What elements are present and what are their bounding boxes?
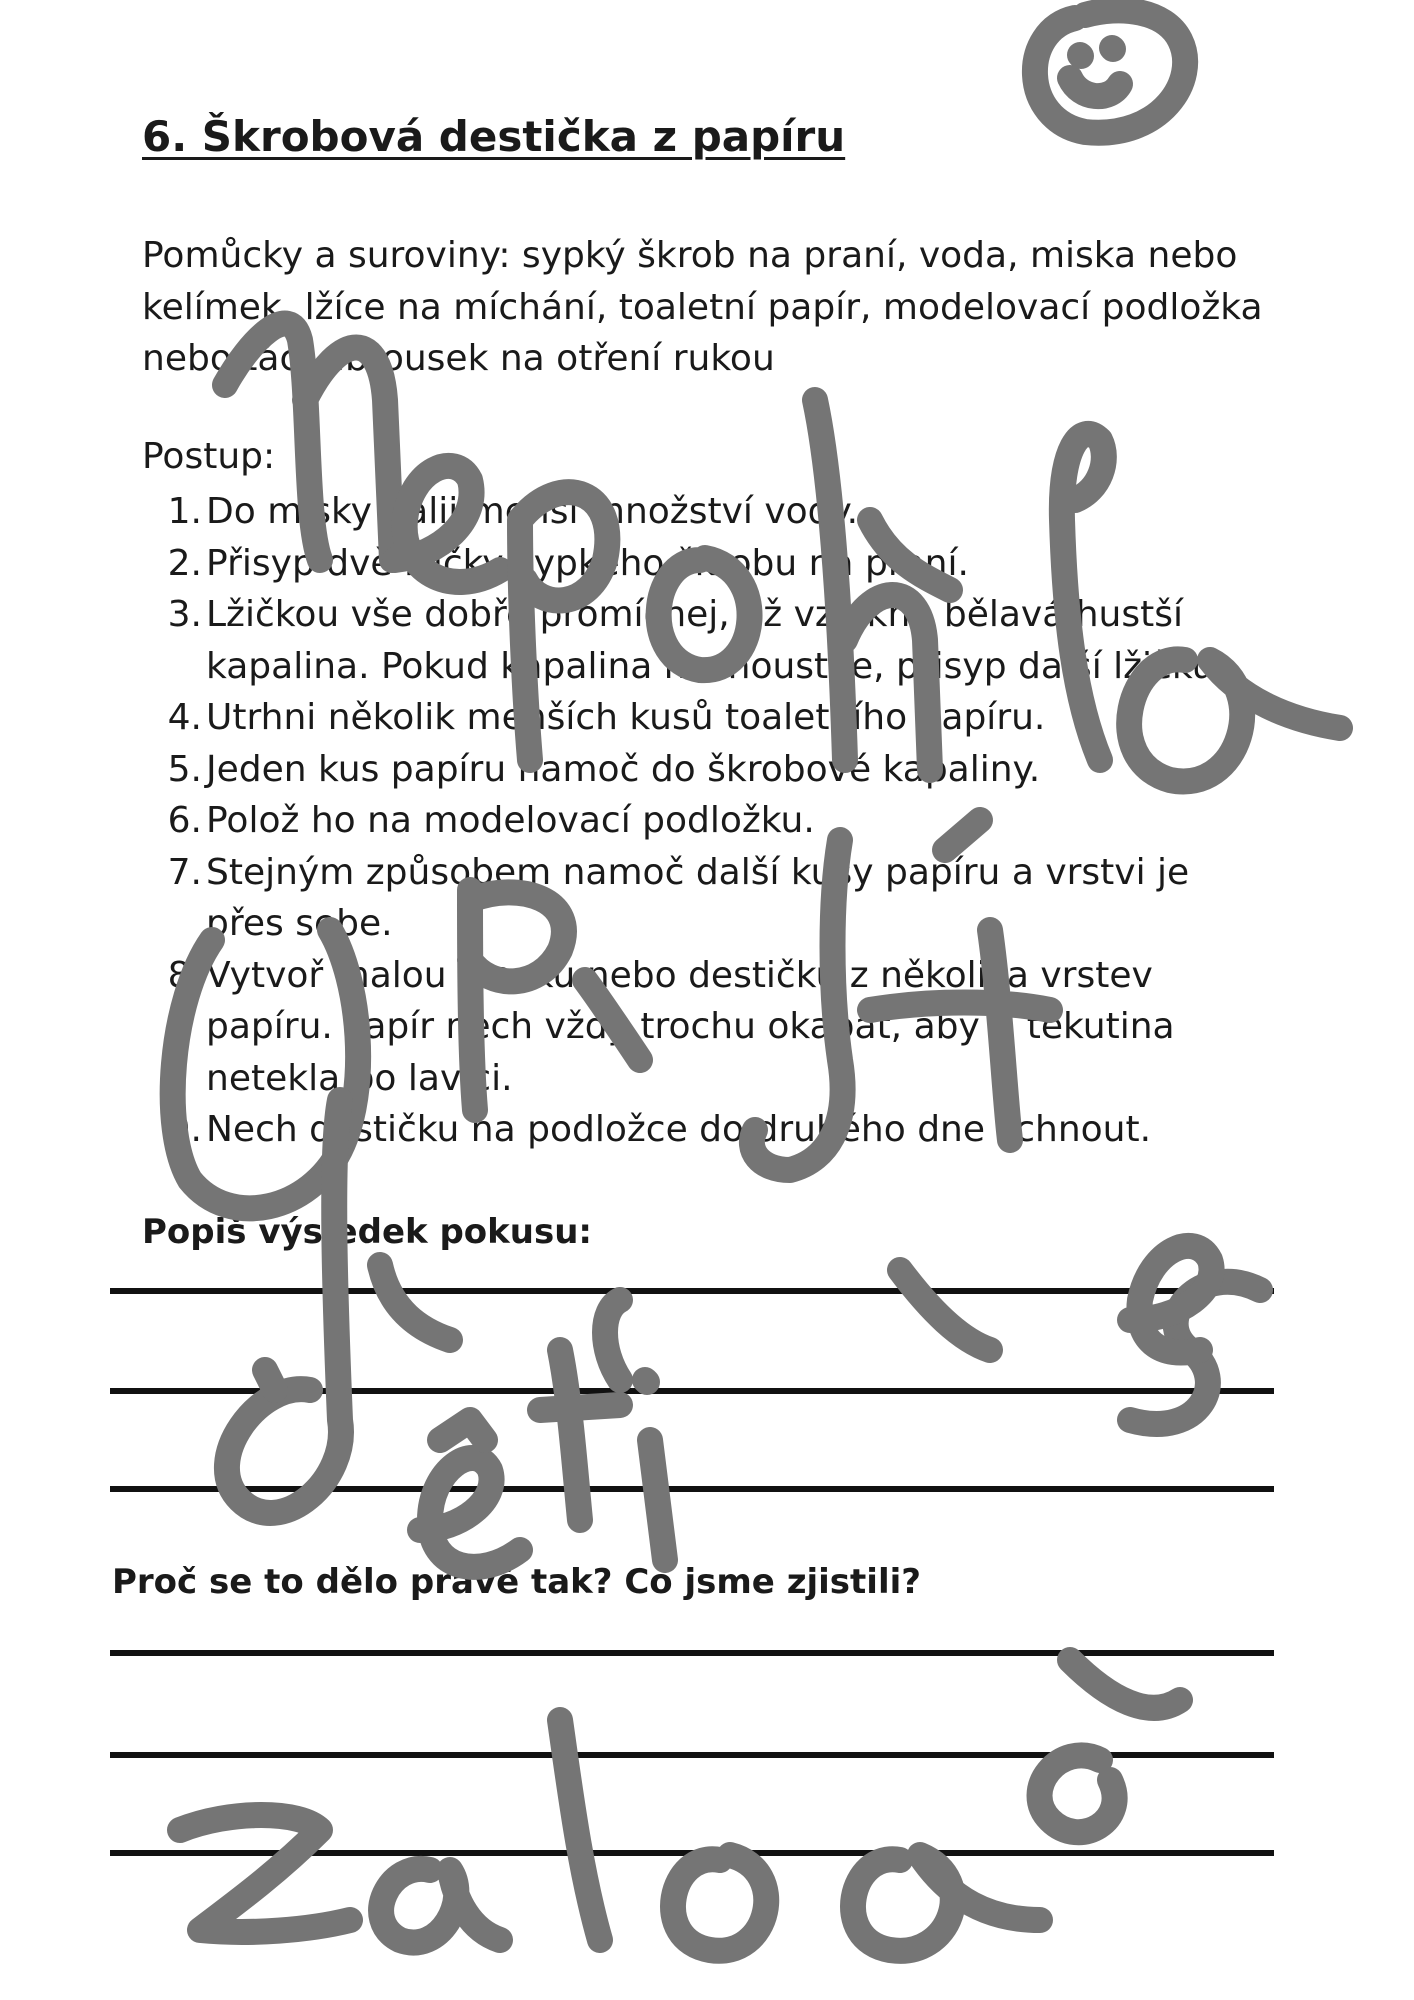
handwriting-stroke: [1130, 1282, 1260, 1424]
handwriting-stroke: [853, 1855, 1040, 1951]
smiley-face-drawing: [1035, 10, 1185, 132]
list-item: [142, 692, 1272, 744]
step-number: 4.: [167, 697, 202, 738]
step-text: Stejným způsobem namoč další kusy papíru a vrstvi je přes sebe.: [206, 851, 1190, 944]
step-number: 2.: [167, 542, 202, 584]
step-number: 3.: [167, 594, 202, 635]
step-text: Přisyp dvě lžičky sypkého škrobu na praní.: [206, 542, 969, 584]
list-item: [142, 589, 1272, 692]
list-item: [142, 744, 1272, 796]
smiley-eye: [1080, 55, 1081, 56]
handwriting-stroke: [900, 1270, 990, 1350]
step-text: Utrhni několik menších kusů toaletního papíru.: [206, 697, 1046, 738]
handwriting-stroke: [540, 1350, 620, 1520]
list-item: [142, 538, 1272, 590]
answer-line[interactable]: [110, 1388, 1274, 1394]
step-number: 9.: [167, 1109, 202, 1150]
answer-line[interactable]: [110, 1650, 1274, 1656]
handwriting-stroke: [420, 1458, 520, 1567]
step-number: 1.: [167, 491, 202, 532]
list-item: [142, 795, 1272, 847]
handwriting-stroke: [440, 1420, 485, 1440]
question-why: Proč se to dělo právě tak? Co jsme zjistili?: [112, 1562, 921, 1602]
materials-paragraph: Pomůcky a suroviny: sypký škrob na praní, voda, miska nebo kelímek, lžíce na míchání, toaletní papír, modelovací podložka nebo tác, ubrousek na otření rukou: [142, 235, 1263, 379]
step-text: Lžičkou vše dobře promíchej, až vznikne bělavá hustší kapalina. Pokud kapalina nezhoustne, přisyp další lžičku.: [206, 594, 1226, 687]
handwriting-stroke: [605, 1300, 620, 1380]
handwriting-stroke: [1040, 1755, 1115, 1832]
handwriting-stroke: [380, 1265, 450, 1340]
step-text: Do misky nalij menší množství vody.: [206, 491, 859, 532]
handwriting-stroke: [673, 1855, 766, 1951]
answer-line[interactable]: [110, 1288, 1274, 1294]
answer-line[interactable]: [110, 1850, 1274, 1856]
steps-label: Postup:: [142, 436, 276, 477]
step-text: Jeden kus papíru namoč do škrobové kapaliny.: [206, 748, 1041, 790]
answer-line[interactable]: [110, 1486, 1274, 1492]
list-item: [142, 950, 1272, 1105]
handwriting-stroke: [381, 1869, 500, 1943]
worksheet-title: 6. Škrobová destička z papíru: [142, 112, 846, 161]
answer-line[interactable]: [110, 1752, 1274, 1758]
smiley-eye: [1112, 48, 1113, 49]
handwriting-stroke: [1070, 1660, 1180, 1708]
step-number: 5.: [167, 748, 202, 790]
list-item: [142, 1104, 1272, 1156]
question-result: Popiš výsledek pokusu:: [142, 1212, 593, 1252]
handwriting-stroke: [645, 1380, 647, 1382]
step-number: 6.: [167, 800, 202, 841]
steps-list: [142, 486, 1272, 1156]
smiley-mouth: [1070, 78, 1120, 96]
list-item: [142, 486, 1272, 538]
step-number: 8.: [167, 954, 202, 996]
handwriting-stroke: [227, 1100, 341, 1513]
step-text: Vytvoř malou placku nebo destičku z několika vrstev papíru. Papír nech vždy trochu okapat, aby ti tekutina netekla po lavici.: [206, 954, 1175, 1099]
handwriting-stroke: [650, 1440, 665, 1560]
list-item: [142, 847, 1272, 950]
step-text: Nech destičku na podložce do druhého dne schnout.: [206, 1109, 1152, 1150]
handwriting-stroke: [265, 1370, 275, 1390]
step-number: 7.: [167, 851, 202, 893]
handwriting-stroke: [180, 1815, 350, 1932]
handwriting-stroke: [1130, 1246, 1212, 1353]
step-text: Polož ho na modelovací podložku.: [206, 800, 815, 841]
